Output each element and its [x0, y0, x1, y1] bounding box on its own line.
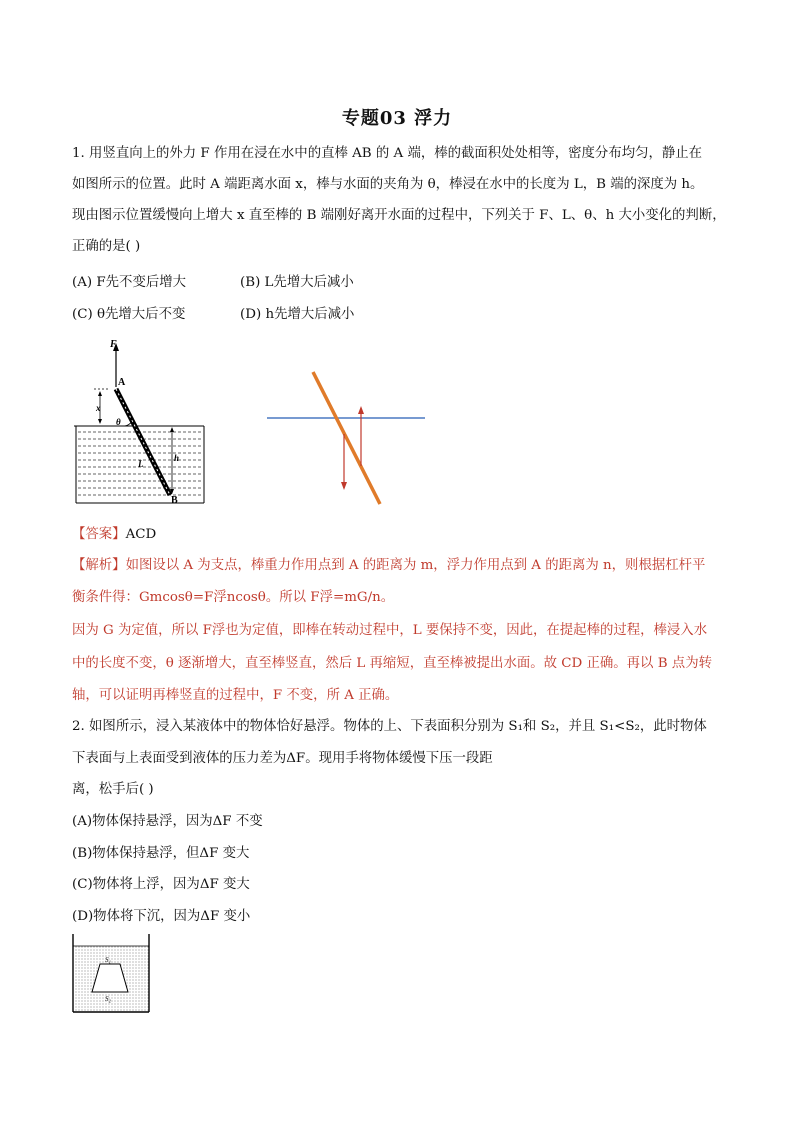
label-theta: θ: [116, 417, 121, 427]
q1-line-4: 正确的是( ): [72, 239, 141, 254]
label-l: L: [138, 459, 144, 469]
analysis-tag: 【解析】: [72, 558, 126, 573]
q1-option-a: (A) F先不变后增大: [72, 275, 187, 290]
q1-line-2: 如图所示的位置。此时 A 端距离水面 x，棒与水面的夹角为 θ，棒浸在水中的长度为 L，B 端的深度为 h。: [72, 177, 704, 192]
label-x: x: [96, 403, 101, 413]
q2-container-figure: [72, 934, 154, 1014]
answer-line: [72, 527, 722, 543]
q2-option-c: (C)物体将上浮，因为ΔF 变大: [72, 877, 250, 892]
label-s1: S₁: [105, 956, 111, 964]
page-title: 专题03 浮力: [341, 108, 453, 129]
label-f: F: [110, 339, 117, 350]
q1-force-diagram: [265, 370, 430, 510]
q2-line-3: 离，松手后( ): [72, 782, 154, 797]
q2-option-a: (A)物体保持悬浮，因为ΔF 不变: [72, 814, 263, 829]
analysis-text-1: 如图设以 A 为支点，棒重力作用点到 A 的距离为 m，浮力作用点到 A 的距离为 n，则根据杠杆平: [125, 558, 706, 573]
label-a: A: [118, 377, 126, 388]
label-s2: S₂: [105, 995, 111, 1003]
analysis-line-2: 衡条件得：Gmcosθ=F浮ncosθ。所以 F浮=mG/n。: [72, 590, 395, 605]
answer-tag: 【答案】: [72, 527, 126, 542]
q1-rod-figure: [72, 335, 212, 510]
q2-option-d: (D)物体将下沉，因为ΔF 变小: [72, 909, 251, 924]
q1-option-c: (C) θ先增大后不变: [72, 307, 186, 322]
q1-option-b: (B) L先增大后减小: [240, 275, 354, 290]
label-b: B: [171, 495, 178, 506]
analysis-line-5: 轴，可以证明再棒竖直的过程中，F 不变，所 A 正确。: [72, 688, 399, 703]
analysis-line-1: [72, 558, 722, 574]
label-h: h: [174, 453, 180, 463]
q2-line-2: 下表面与上表面受到液体的压力差为ΔF。现用手将物体缓慢下压一段距: [72, 751, 493, 766]
q1-line-1: 1. 用竖直向上的外力 F 作用在浸在水中的直棒 AB 的 A 端，棒的截面积处处相等，密度分布均匀，静止在: [72, 146, 703, 161]
rod-line: [313, 372, 380, 504]
analysis-line-4: 中的长度不变，θ 逐渐增大，直至棒竖直，然后 L 再缩短，直至棒被提出水面。故 CD 正确。再以 B 点为转: [72, 656, 712, 671]
q2-option-b: (B)物体保持悬浮，但ΔF 变大: [72, 846, 250, 861]
analysis-line-3: 因为 G 为定值，所以 F浮也为定值，即棒在转动过程中，L 要保持不变，因此，在提起棒的过程，棒浸入水: [72, 623, 708, 638]
answer-value: ACD: [125, 527, 157, 542]
q1-line-3: 现由图示位置缓慢向上增大 x 直至棒的 B 端刚好离开水面的过程中，下列关于 F、L、θ、h 大小变化的判断，: [72, 208, 726, 223]
q2-line-1: 2. 如图所示，浸入某液体中的物体恰好悬浮。物体的上、下表面积分别为 S₁和 S₂，并且 S₁<S₂，此时物体: [72, 719, 707, 734]
q1-option-d: (D) h先增大后减小: [240, 307, 355, 322]
